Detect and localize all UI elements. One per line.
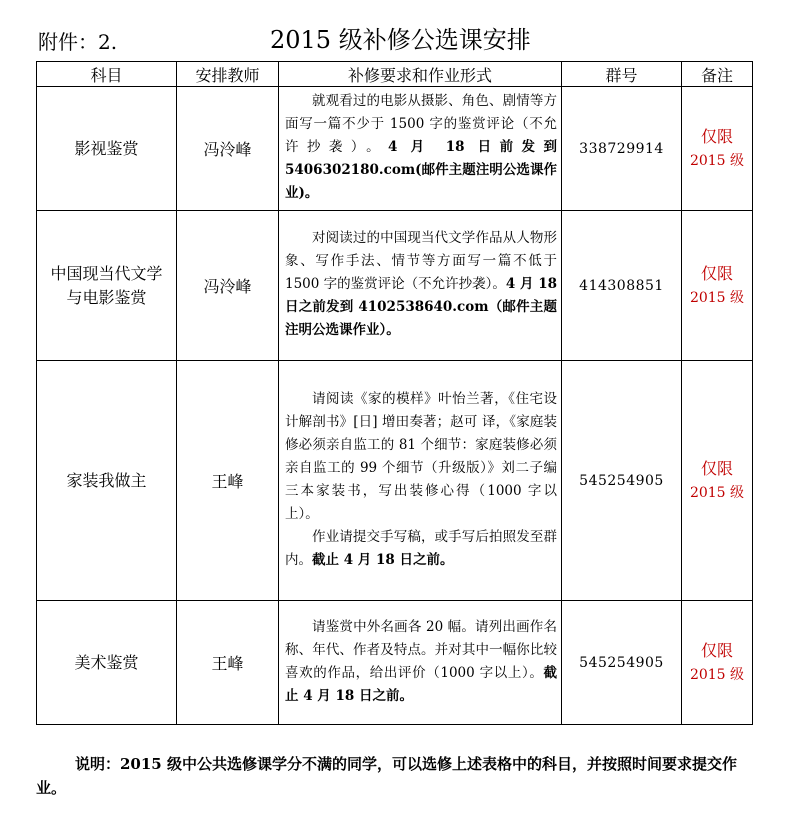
column-header-teacher: 安排教师: [177, 62, 279, 87]
teacher-cell: 王峰: [177, 361, 279, 601]
document-header: [34, 20, 764, 56]
subject-cell: 中国现当代文学与电影鉴赏: [37, 211, 177, 361]
column-header-requirements: 补修要求和作业形式: [279, 62, 562, 87]
note-cell: [682, 361, 753, 601]
deadline-text: 4 月 18 日前发到 5406302180.com(邮件主题注明公选课作业)。: [285, 139, 558, 201]
note-restriction: 仅限: [700, 640, 733, 660]
note-grade: 2015 级: [689, 666, 745, 683]
submission-text: 作业请提交手写稿，或手写后拍照发至群内。: [285, 528, 557, 568]
table-row: [37, 601, 753, 725]
requirements-cell: [279, 211, 562, 361]
requirement-text: 请阅读《家的模样》叶怡兰著，《住宅设计解剖书》[日] 增田奏著；赵可 译，《家庭装修必须亲自监工的 81 个细节：家庭装修必须亲自监工的 99 个细节（升级版）》刘二子编三本家装书，写出装修心得（1000 字以上）。: [285, 390, 557, 522]
teacher-cell: 王峰: [177, 601, 279, 725]
course-schedule-table: [36, 61, 753, 725]
column-header-note: 备注: [682, 62, 753, 87]
requirements-cell: [279, 361, 562, 601]
table-row: [37, 361, 753, 601]
group-number-cell: 414308851: [562, 211, 682, 361]
group-number-cell: 545254905: [562, 361, 682, 601]
note-cell: [682, 87, 753, 211]
requirement-text: 就观看过的电影从摄影、角色、剧情等方面写一篇不少于 1500 字的鉴赏评论（不允许抄袭）。: [285, 93, 557, 155]
subject-cell: 家装我做主: [37, 361, 177, 601]
teacher-cell: 冯泠峰: [177, 211, 279, 361]
deadline-text: 4 月 18 日之前发到 4102538640.com（邮件主题注明公选课作业）。: [285, 276, 557, 338]
deadline-text: 截止 4 月 18 日之前。: [285, 664, 557, 704]
note-cell: [682, 211, 753, 361]
column-header-group: 群号: [562, 62, 682, 87]
table-row: [37, 87, 753, 211]
note-grade: 2015 级: [689, 152, 745, 169]
attachment-label: 附件：2.: [38, 30, 118, 54]
footer-note: 说明：2015 级中公共选修课学分不满的同学，可以选修上述表格中的科目，并按照时间要求提交作业。: [36, 755, 737, 797]
table-row: [37, 211, 753, 361]
table-header-row: [37, 62, 753, 87]
teacher-cell: 冯泠峰: [177, 87, 279, 211]
subject-cell: 美术鉴赏: [37, 601, 177, 725]
document-title: 2015 级补修公选课安排: [270, 26, 531, 54]
requirement-text: 请鉴赏中外名画各 20 幅。请列出画作名称、年代、作者及特点。并对其中一幅你比较喜欢的作品，给出评价（1000 字以上）。: [285, 618, 557, 681]
note-cell: [682, 601, 753, 725]
note-restriction: 仅限: [700, 458, 733, 478]
requirements-cell: [279, 87, 562, 211]
subject-cell: 影视鉴赏: [37, 87, 177, 211]
note-restriction: 仅限: [700, 126, 733, 146]
note-restriction: 仅限: [700, 263, 733, 283]
group-number-cell: 545254905: [562, 601, 682, 725]
deadline-text: 截止 4 月 18 日之前。: [312, 551, 454, 568]
requirement-text: 对阅读过的中国现当代文学作品从人物形象、写作手法、情节等方面写一篇不低于 1500 字的鉴赏评论（不允许抄袭）。: [285, 230, 557, 292]
requirements-cell: [279, 601, 562, 725]
group-number-cell: 338729914: [562, 87, 682, 211]
note-grade: 2015 级: [689, 484, 745, 501]
column-header-subject: 科目: [37, 62, 177, 87]
note-grade: 2015 级: [689, 289, 745, 306]
